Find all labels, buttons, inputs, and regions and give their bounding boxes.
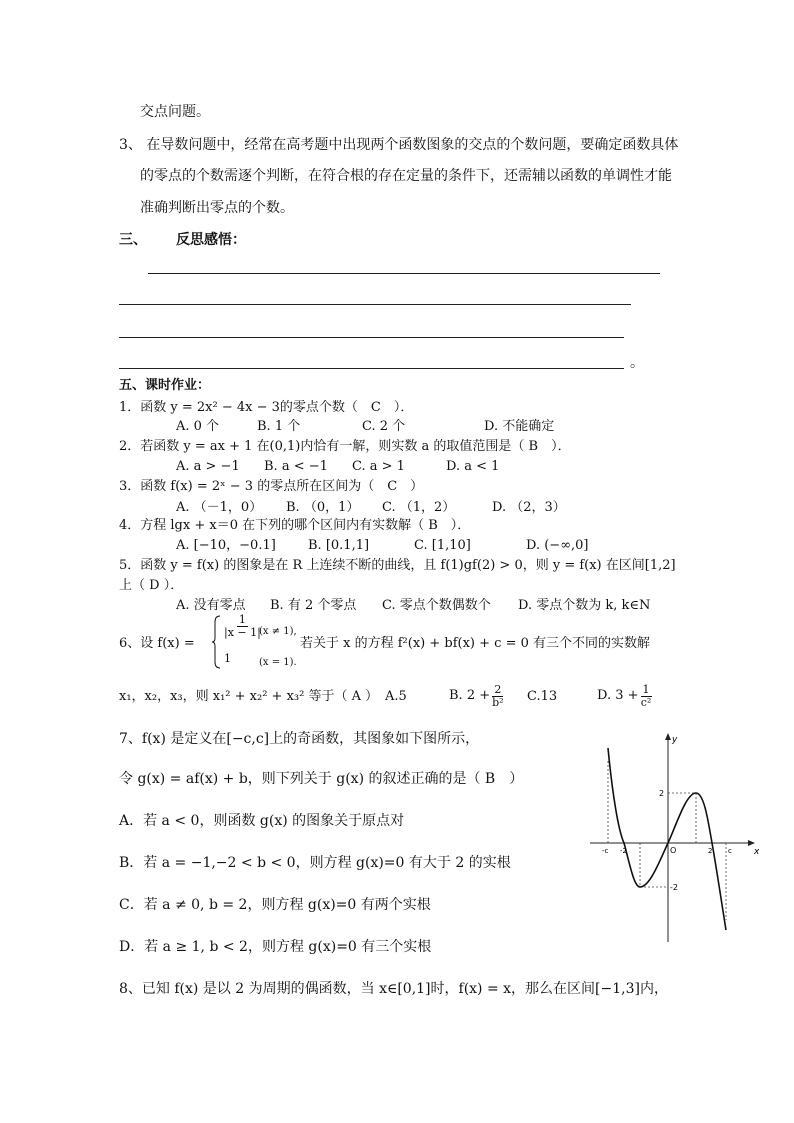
q4-option-b: B. [0.1,1] <box>308 538 370 553</box>
q2-options <box>176 459 499 475</box>
blank-line-4 <box>119 368 624 369</box>
q5-stem-line1: 5．函数 y = f(x) 的图象是在 R 上连续不断的曲线，且 f(1)gf(2) > 0，则 y = f(x) 在区间[1,2] <box>119 558 676 573</box>
function-curve <box>608 748 726 930</box>
q6-option-d <box>597 681 652 711</box>
q4-stem: 4．方程 lgx + x＝0 在下列的哪个区间内有实数解（ B ）． <box>119 518 471 533</box>
q3-option-d: D. （2，3） <box>492 500 566 515</box>
blank-line-2 <box>119 304 631 305</box>
function-graph <box>588 730 764 945</box>
q6-case1-num: 1 <box>238 613 246 626</box>
q2-option-a: A. a > −1 <box>176 459 240 474</box>
x-tick-neg2: -2 <box>620 847 627 855</box>
q6-option-b-den: b² <box>492 695 504 709</box>
q1-option-c: C. 2 个 <box>362 419 406 434</box>
q6-option-b-fraction <box>492 684 503 709</box>
q2-option-d: D. a < 1 <box>446 459 500 474</box>
q7-option-a: A．若 a < 0，则函数 g(x) 的图象关于原点对 <box>119 813 405 829</box>
q6-case2-cond: (x = 1). <box>259 657 297 668</box>
homework-title: 五、课时作业： <box>119 378 211 393</box>
q7-option-d: D．若 a ≥ 1, b < 2，则方程 g(x)=0 有三个实根 <box>119 939 432 955</box>
q3-option-a: A. （－1，0） <box>176 500 263 515</box>
section3-title: 反思感悟： <box>176 232 246 248</box>
brace-icon <box>212 614 222 670</box>
q6-case1-cond: (x ≠ 1), <box>259 626 297 637</box>
q1-option-b: B. 1 个 <box>257 419 301 434</box>
q7-option-b: B．若 a = −1,−2 < b < 0，则方程 g(x)=0 有大于 2 的实根 <box>119 855 511 871</box>
q4-option-a: A. [−10，−0.1] <box>176 538 276 553</box>
q6-option-b-num: 2 <box>494 682 502 696</box>
q4-option-d: D. (−∞,0] <box>526 538 589 553</box>
q6-option-d-num: 1 <box>642 682 650 696</box>
y-axis-label: y <box>672 735 678 745</box>
q2-option-b: B. a < −1 <box>264 459 328 474</box>
q5-option-b: B. 有 2 个零点 <box>270 598 357 613</box>
q8-stem: 8、已知 f(x) 是以 2 为周期的偶函数，当 x∈[0,1]时，f(x) = x，那么在区间[−1,3]内， <box>119 981 668 997</box>
x-axis-label: x <box>754 847 760 857</box>
q1-stem: 1．函数 y = 2x² − 4x − 3的零点个数（ C ）． <box>119 400 414 415</box>
q2-option-c: C. a > 1 <box>352 459 405 474</box>
q5-stem-line2: 上（ D ）． <box>119 578 184 593</box>
q5-option-a: A. 没有零点 <box>176 598 246 613</box>
item3-line1: 3、 在导数问题中，经常在高考题中出现两个函数图象的交点的个数问题，要确定函数具体 <box>119 137 679 153</box>
intro-cont-line: 交点问题。 <box>140 104 210 120</box>
q4-option-c: C. [1,10] <box>414 538 471 553</box>
q6-case1-fraction <box>224 614 261 639</box>
q7-line2: 令 g(x) = af(x) + b，则下列关于 g(x) 的叙述正确的是（ B ） <box>119 771 524 787</box>
q6-case1-den: |x − 1| <box>224 626 261 639</box>
q6-option-b-prefix: B. 2 + <box>449 688 491 703</box>
q1-option-d: D. 不能确定 <box>484 419 555 434</box>
section3-number: 三、 <box>119 232 147 248</box>
q3-option-c: C. （1，2） <box>382 500 456 515</box>
x-tick-neg-c: -c <box>602 847 609 855</box>
q3-options <box>176 500 566 516</box>
q3-option-b: B. （0，1） <box>286 500 360 515</box>
q1-options <box>176 419 554 435</box>
q3-stem: 3．函数 f(x) = 2ˣ − 3 的零点所在区间为（ C ） <box>119 479 424 494</box>
end-mark: 。 <box>630 355 644 371</box>
q6-prefix: 6、设 f(x) = <box>119 636 195 651</box>
q4-options <box>176 538 589 554</box>
blank-line-3 <box>119 337 624 338</box>
x-axis-arrow-icon <box>748 840 755 846</box>
q6-option-d-fraction <box>641 684 652 709</box>
q5-option-c: C. 零点个数偶数个 <box>382 598 491 613</box>
item3-line2: 的零点的个数需逐个判断，在符合根的存在定量的条件下，还需辅以函数的单调性才能 <box>140 168 672 184</box>
item3-line3: 准确判断出零点的个数。 <box>140 200 294 216</box>
y-axis-arrow-icon <box>665 733 671 740</box>
origin-label: O <box>670 846 677 855</box>
q6-option-b <box>449 681 504 711</box>
q6-option-d-den: c² <box>640 695 652 709</box>
q5-options <box>176 598 650 614</box>
blank-line-1 <box>148 273 660 274</box>
y-tick-2: 2 <box>659 789 665 798</box>
q7-option-c: C．若 a ≠ 0, b = 2，则方程 g(x)=0 有两个实根 <box>119 897 431 913</box>
q2-stem: 2．若函数 y = ax + 1 在(0,1)内恰有一解，则实数 a 的取值范围是（ B ）． <box>119 439 571 454</box>
q6-case2-value: 1 <box>224 652 231 665</box>
q7-line1: 7、f(x) 是定义在[−c,c]上的奇函数，其图象如下图所示， <box>119 731 480 747</box>
q6-option-c: C.13 <box>527 689 558 704</box>
x-tick-2: 2 <box>708 847 713 855</box>
q1-option-a: A. 0 个 <box>176 419 220 434</box>
y-tick-neg2: -2 <box>670 883 678 892</box>
q6-line2: x₁，x₂，x₃，则 x₁² + x₂² + x₃² 等于（ A ） <box>119 689 379 704</box>
q6-equation: 若关于 x 的方程 f²(x) + bf(x) + c = 0 有三个不同的实数解 <box>300 636 650 651</box>
q5-option-d: D. 零点个数为 k, k∈N <box>518 598 651 613</box>
x-tick-c: c <box>728 847 732 855</box>
q6-option-d-prefix: D. 3 + <box>597 688 639 703</box>
q6-option-a: A.5 <box>385 689 407 704</box>
